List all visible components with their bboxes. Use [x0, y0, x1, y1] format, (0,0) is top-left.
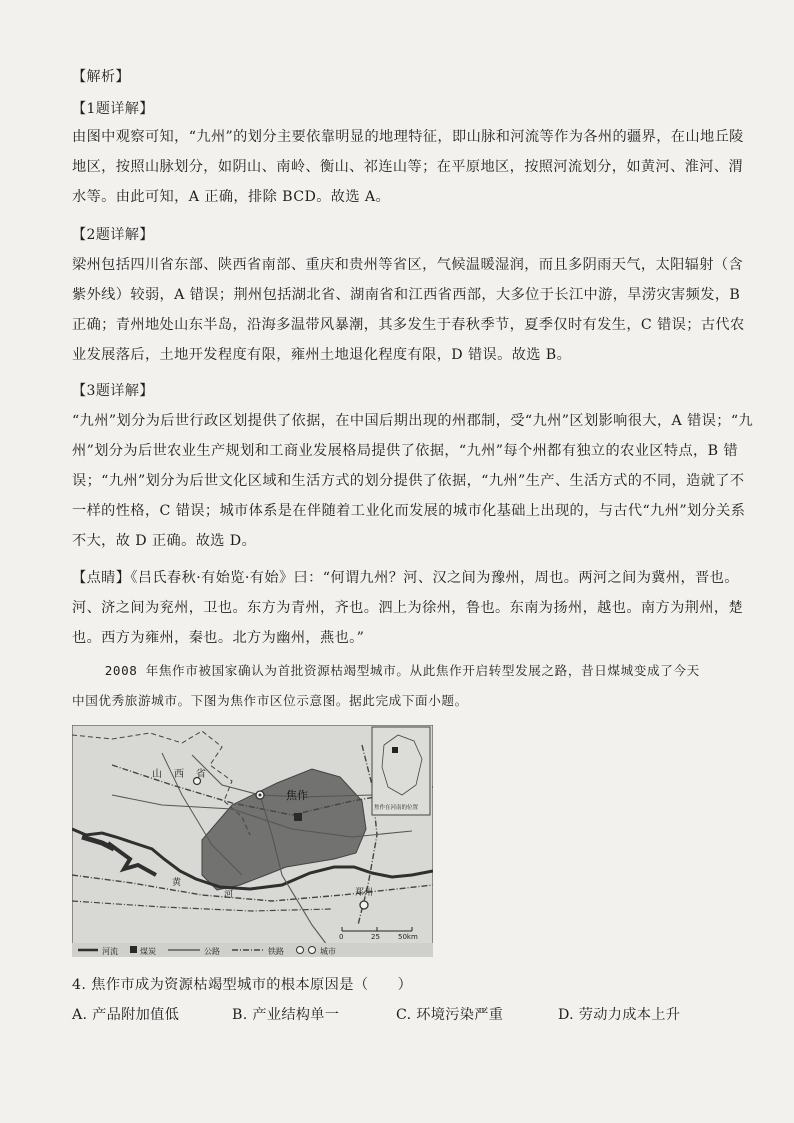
legend-river-label: 河流 [102, 947, 118, 956]
q3-heading: 【3题详解】 [72, 383, 154, 399]
q2-line: 紫外线）较弱，A 错误；荆州包括湖北省、湖南省和江西省西部，大多位于长江中游，旱涝灾害频发，B [72, 287, 741, 303]
q2-line: 正确；青州地处山东半岛，沿海多温带风暴潮，其多发生于春秋季节，夏季仅时有发生，C 错误；古代农 [72, 317, 745, 333]
legend-strip [72, 943, 433, 957]
q2-paragraph [72, 250, 745, 370]
comment-paragraph [72, 563, 744, 653]
legend-rail-label: 铁路 [268, 947, 284, 956]
province-label: 山西省 [152, 769, 218, 780]
q2-heading: 【2题详解】 [72, 227, 154, 243]
coal-symbol [294, 813, 302, 821]
intro-line: 2008 年焦作市被国家确认为首批资源枯竭型城市。从此焦作开启转型发展之路，昔日煤城变成了今天 [72, 663, 700, 678]
q3-paragraph [72, 406, 754, 556]
legend-city-label: 城市 [320, 947, 336, 956]
option-b[interactable]: B. 产业结构单一 [232, 1007, 340, 1023]
scale-label: 0 [339, 933, 344, 941]
option-d[interactable]: D. 劳动力成本上升 [558, 1007, 681, 1023]
comment-line: 河、济之间为兖州，卫也。东方为青州，齐也。泗上为徐州，鲁也。东南为扬州，越也。南方为荆州，楚 [72, 600, 744, 616]
q3-line: 误；“九州”划分为后世文化区域和生活方式的划分提供了依据，“九州”生产、生活方式的不同，造就了不 [72, 473, 745, 489]
city-marker-zhengzhou [360, 901, 368, 909]
inset-map [372, 727, 430, 815]
legend-road-label: 公路 [204, 947, 220, 956]
q3-line: 不大，故 D 正确。故选 D。 [72, 533, 257, 549]
intro-paragraph [72, 656, 722, 716]
legend-coal-symbol [130, 946, 137, 953]
inset-label: 焦作在河南的位置 [374, 805, 419, 811]
jiaozuo-location-map [72, 725, 433, 957]
river-label: 河 [224, 890, 234, 900]
option-c[interactable]: C. 环境污染严重 [396, 1007, 504, 1023]
comment-line: 也。西方为雍州，秦也。北方为幽州，燕也。” [72, 630, 365, 646]
legend-coal-label: 煤炭 [140, 947, 156, 956]
city-label-zhengzhou: 郑州 [355, 888, 374, 898]
q1-heading: 【1题详解】 [72, 101, 154, 117]
q3-line: 一样的性格，C 错误；城市体系是在伴随着工业化而发展的城市化基础上出现的，与古代“九州”划分关系 [72, 503, 746, 519]
option-a[interactable]: A. 产品附加值低 [72, 1007, 180, 1023]
q1-line: 地区，按照山脉划分，如阴山、南岭、衡山、祁连山等；在平原地区，按照河流划分，如黄河、淮河、渭 [72, 159, 744, 175]
inset-jiaozuo-marker [392, 747, 398, 753]
q1-paragraph [72, 122, 744, 212]
city-label-jiaozuo: 焦作 [286, 789, 308, 802]
analysis-heading: 【解析】 [72, 69, 130, 85]
q3-line: 州”划分为后世农业生产规划和工商业发展格局提供了依据，“九州”每个州都有独立的农业区特点，B 错 [72, 443, 738, 459]
intro-line: 中国优秀旅游城市。下图为焦作市区位示意图。据此完成下面小题。 [72, 693, 468, 708]
legend-city-symbol [297, 947, 304, 954]
city-marker-jiaozuo-dot [259, 794, 262, 797]
river-label: 黄 [172, 878, 182, 888]
q1-line: 由图中观察可知，“九州”的划分主要依靠明显的地理特征，即山脉和河流等作为各州的疆界，在山地丘陵 [72, 129, 744, 145]
comment-line: 【点睛】《吕氏春秋·有始览·有始》曰：“何谓九州？河、汉之间为豫州，周也。两河之间为冀州，晋也。 [72, 570, 739, 586]
question-4-stem: 4. 焦作市成为资源枯竭型城市的根本原因是（ ） [72, 977, 413, 993]
scale-label: 25 [371, 933, 380, 941]
q1-line: 水等。由此可知，A 正确，排除 BCD。故选 A。 [72, 189, 391, 205]
scale-label: 50km [398, 933, 418, 941]
legend-city-symbol [309, 947, 316, 954]
q3-line: “九州”划分为后世行政区划提供了依据，在中国后期出现的州郡制，受“九州”区划影响很大，A 错误；“九 [72, 413, 754, 429]
q2-line: 业发展落后，土地开发程度有限，雍州土地退化程度有限，D 错误。故选 B。 [72, 347, 572, 363]
q2-line: 梁州包括四川省东部、陕西省南部、重庆和贵州等省区，气候温暖湿润，而且多阴雨天气，太阳辐射（含 [72, 257, 744, 273]
